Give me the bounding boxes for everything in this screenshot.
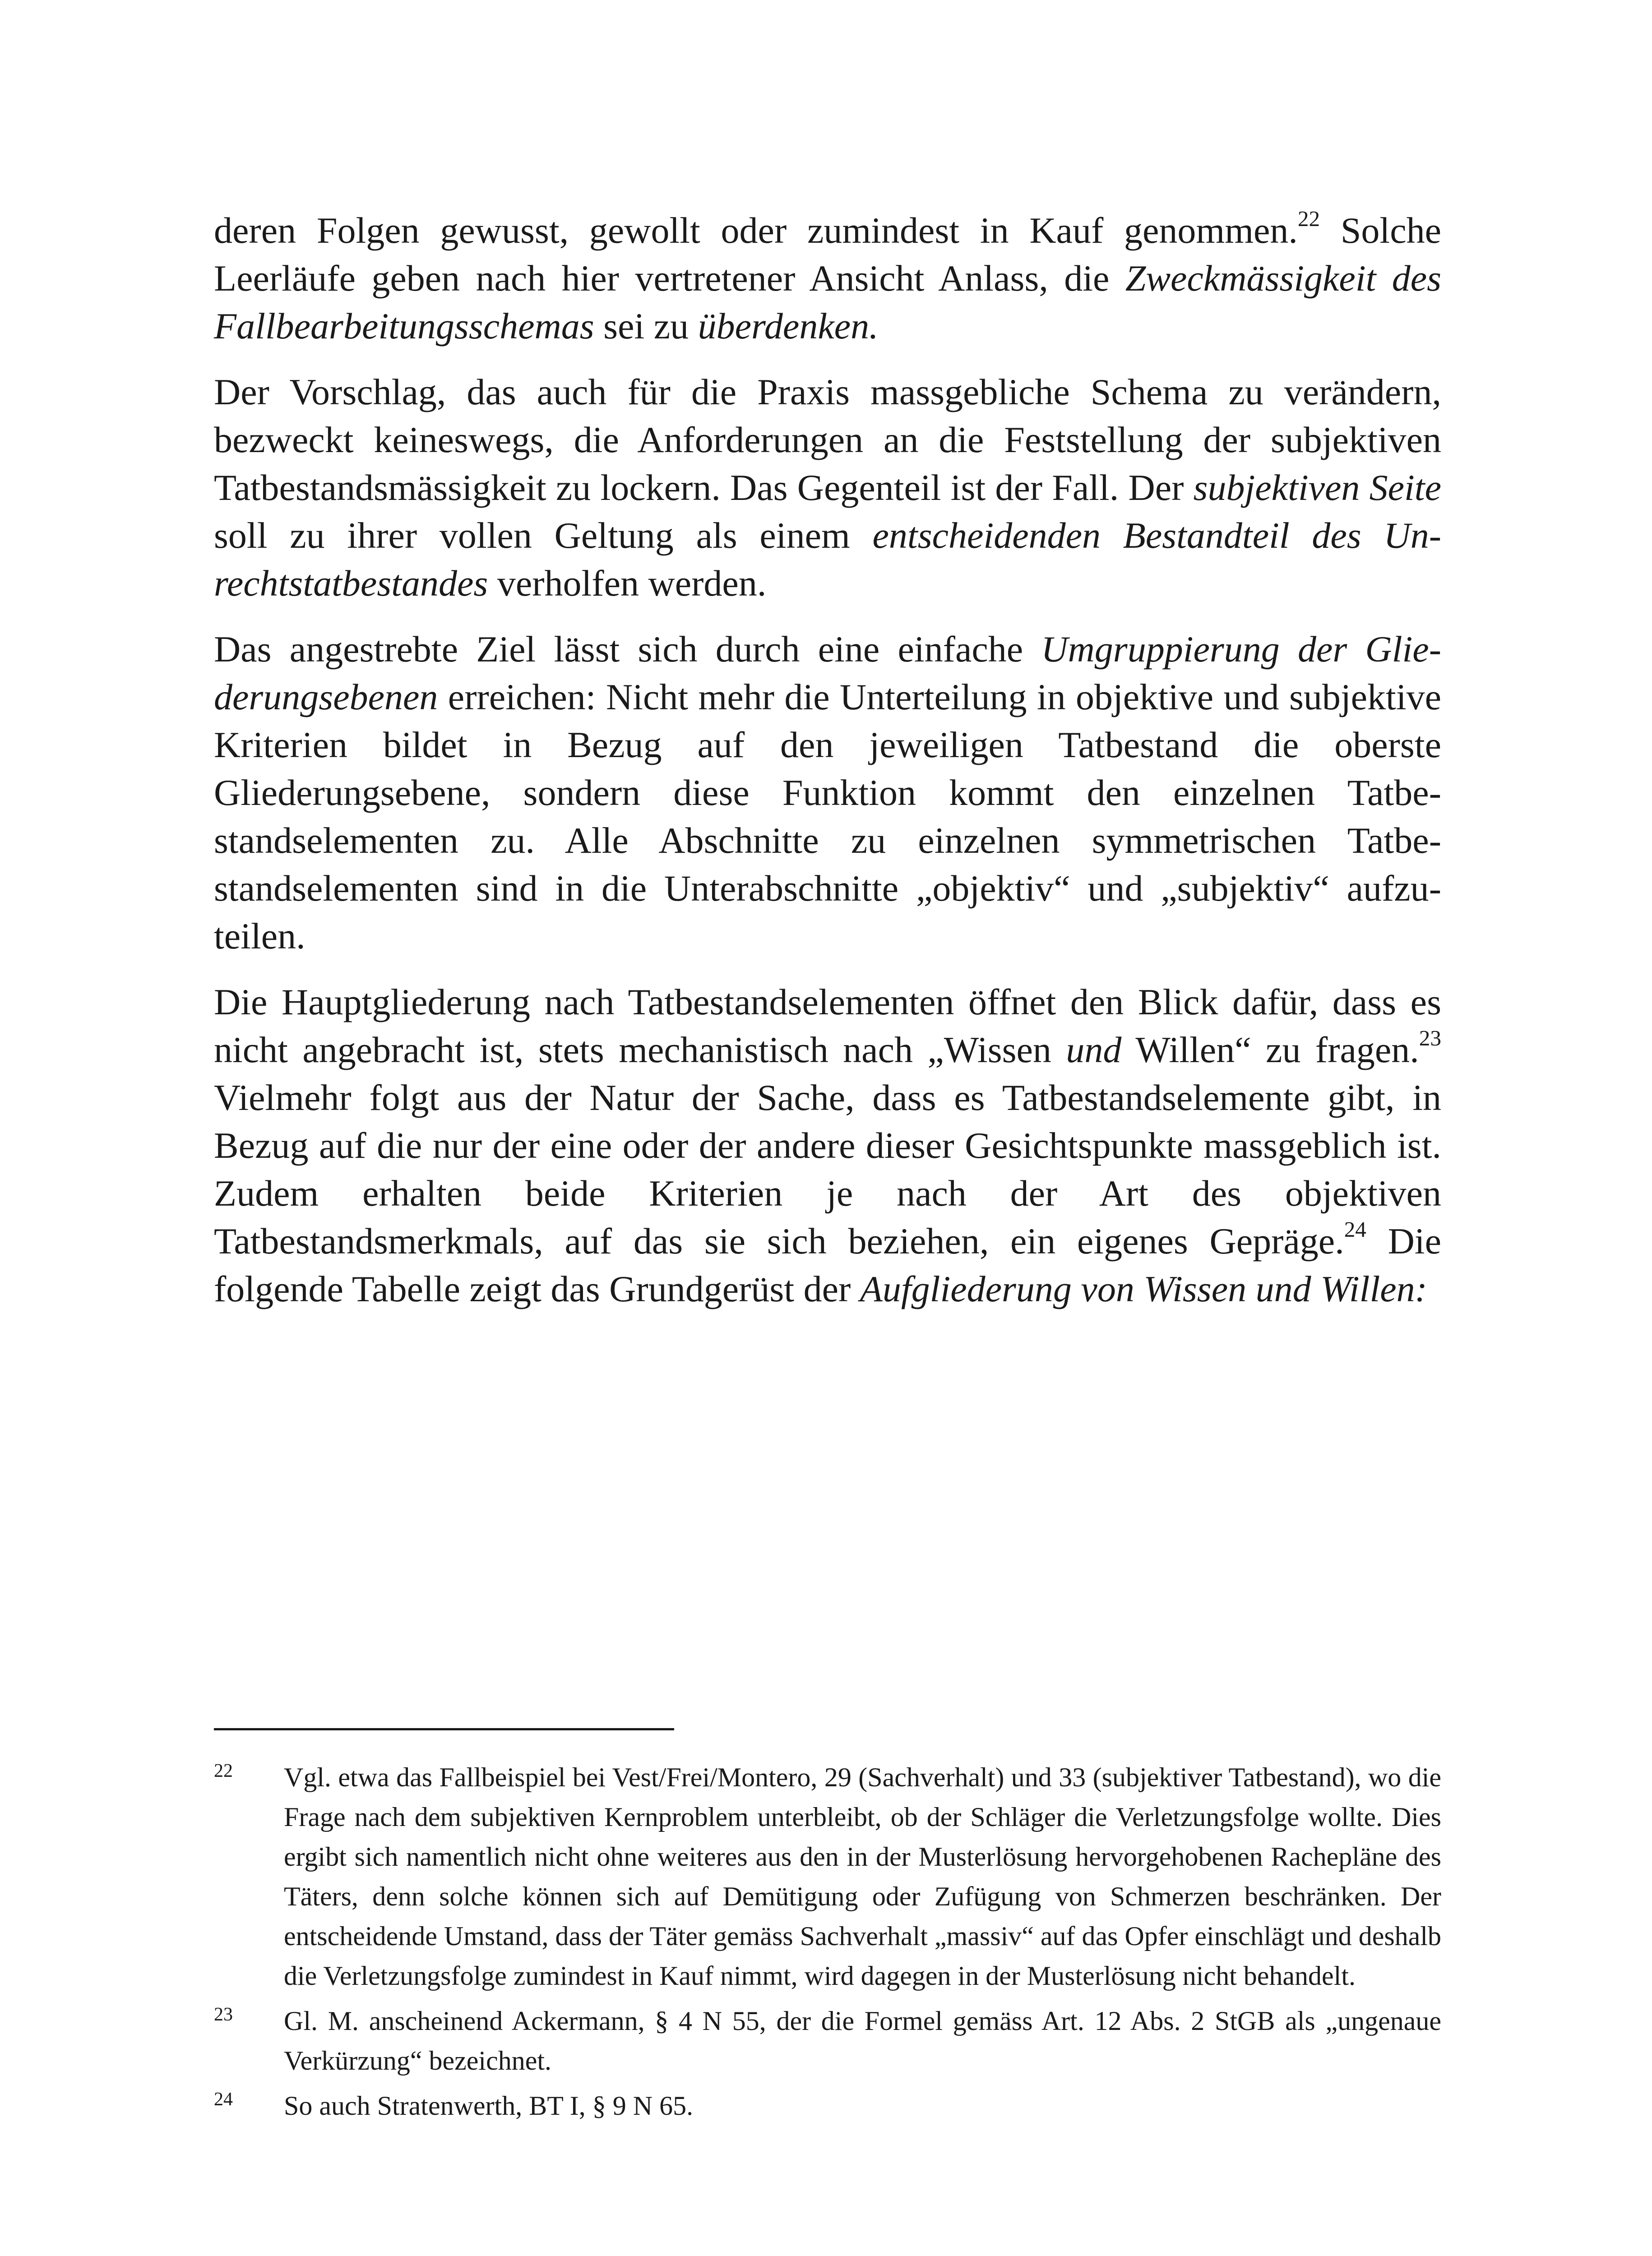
text-run: Das angestrebte Ziel lässt sich durch eine einfache: [214, 629, 1041, 670]
emphasis: entscheidenden Bestandteil des Unrechtstatbestandes: [214, 515, 1442, 604]
paragraph-1: [214, 207, 1441, 350]
text-run: sei zu: [594, 305, 698, 347]
text-run: erreichen: Nicht mehr die Unterteilung in objektive und subjektive Kriterien bildet in Bezug auf den jeweiligen Tatbestand die oberste Gliederungsebene, sondern diese Funktion kommt den einzelnen Tatbestandselementen zu. Alle Abschnitte zu einzelnen symmetrischen Tatbestandselementen sind in die Unterabschnitte „objektiv“ und „subjektiv“ aufzuteilen.: [214, 676, 1441, 957]
emphasis: Umgruppierung der Gliederungsebenen: [214, 629, 1441, 717]
paragraph-3: [214, 625, 1441, 960]
footnote-ref-24[interactable]: 24: [1344, 1217, 1366, 1242]
footnote-ref-23[interactable]: 23: [1419, 1026, 1441, 1051]
footnote-number: 22: [214, 1761, 233, 1781]
footnote-24: [214, 2086, 1441, 2126]
footnote-text: Gl. M. anscheinend Ackermann, § 4 N 55, der die Formel gemäss Art. 12 Abs. 2 StGB als „ungenaue Verkürzung“ bezeichnet.: [284, 2006, 1441, 2076]
text-run: verholfen werden.: [488, 563, 767, 604]
footnote-number: 24: [214, 2089, 233, 2110]
emphasis: und: [1066, 1029, 1122, 1070]
text-run: Der Vorschlag, das auch für die Praxis massgebliche Schema zu verändern, bezweckt keineswegs, die Anforderungen an die Feststellung der subjektiven Tatbestandsmässigkeit zu lockern. Das Gegenteil ist der Fall. Der: [214, 371, 1441, 508]
emphasis: überdenken.: [698, 305, 879, 347]
paragraph-2: [214, 368, 1441, 607]
footnote-separator: [214, 1728, 674, 1730]
footnote-number: 23: [214, 2004, 233, 2025]
footnote-text: So auch Stratenwerth, BT I, § 9 N 65.: [284, 2091, 694, 2121]
footnote-text: Vgl. etwa das Fallbeispiel bei Vest/Frei/Montero, 29 (Sachverhalt) und 33 (subjektiver Tatbestand), wo die Frage nach dem subjektiven Kernproblem unterbleibt, ob der Schläger die Verletzungsfolge wollte. Dies ergibt sich namentlich nicht ohne weiteres aus den in der Musterlösung hervorgehobenen Rachepläne des Täters, denn solche können sich auf Demütigung oder Zufügung von Schmerzen beschränken. Der entscheidende Umstand, dass der Täter gemäss Sachverhalt „massiv“ auf das Opfer einschlägt und deshalb die Verletzungsfolge zumindest in Kauf nimmt, wird dagegen in der Musterlösung nicht behandelt.: [284, 1762, 1441, 1991]
footnote-22: [214, 1757, 1441, 1996]
footnote-ref-22[interactable]: 22: [1297, 206, 1320, 231]
footnotes: [214, 1757, 1441, 2131]
emphasis: Aufgliederung von Wissen und Willen:: [860, 1268, 1427, 1309]
footnote-23: [214, 2001, 1441, 2080]
emphasis: subjektiven Seite: [1193, 467, 1441, 508]
text-run: Solche Leerläufe geben nach hier vertretener Ansicht Anlass, die: [214, 210, 1441, 299]
text-run: deren Folgen gewusst, gewollt oder zumindest in Kauf genommen.: [214, 210, 1298, 251]
body-text: [214, 207, 1441, 1331]
text-run: Vielmehr folgt aus der Natur der Sache, dass es Tatbestandselemente gibt, in Bezug auf die nur der eine oder der andere dieser Gesichtspunkte massgeblich ist. Zudem erhalten beide Kriterien je nach der Art des objektiven Tatbestandsmerkmals, auf das sie sich beziehen, ein eigenes Gepräge.: [214, 1077, 1441, 1262]
text-run: Die Hauptgliederung nach Tatbestandselementen öffnet den Blick dafür, dass es nicht angebracht ist, stets mechanistisch nach „Wissen: [214, 981, 1441, 1070]
paragraph-4: [214, 978, 1441, 1313]
text-run: Die folgende Tabelle zeigt das Grundgerüst der: [214, 1220, 1441, 1309]
emphasis: Zweckmässigkeit des Fallbearbeitungsschemas: [214, 258, 1442, 347]
text-run: Willen“ zu fragen.: [1121, 1029, 1419, 1070]
text-run: soll zu ihrer vollen Geltung als einem: [214, 515, 873, 556]
